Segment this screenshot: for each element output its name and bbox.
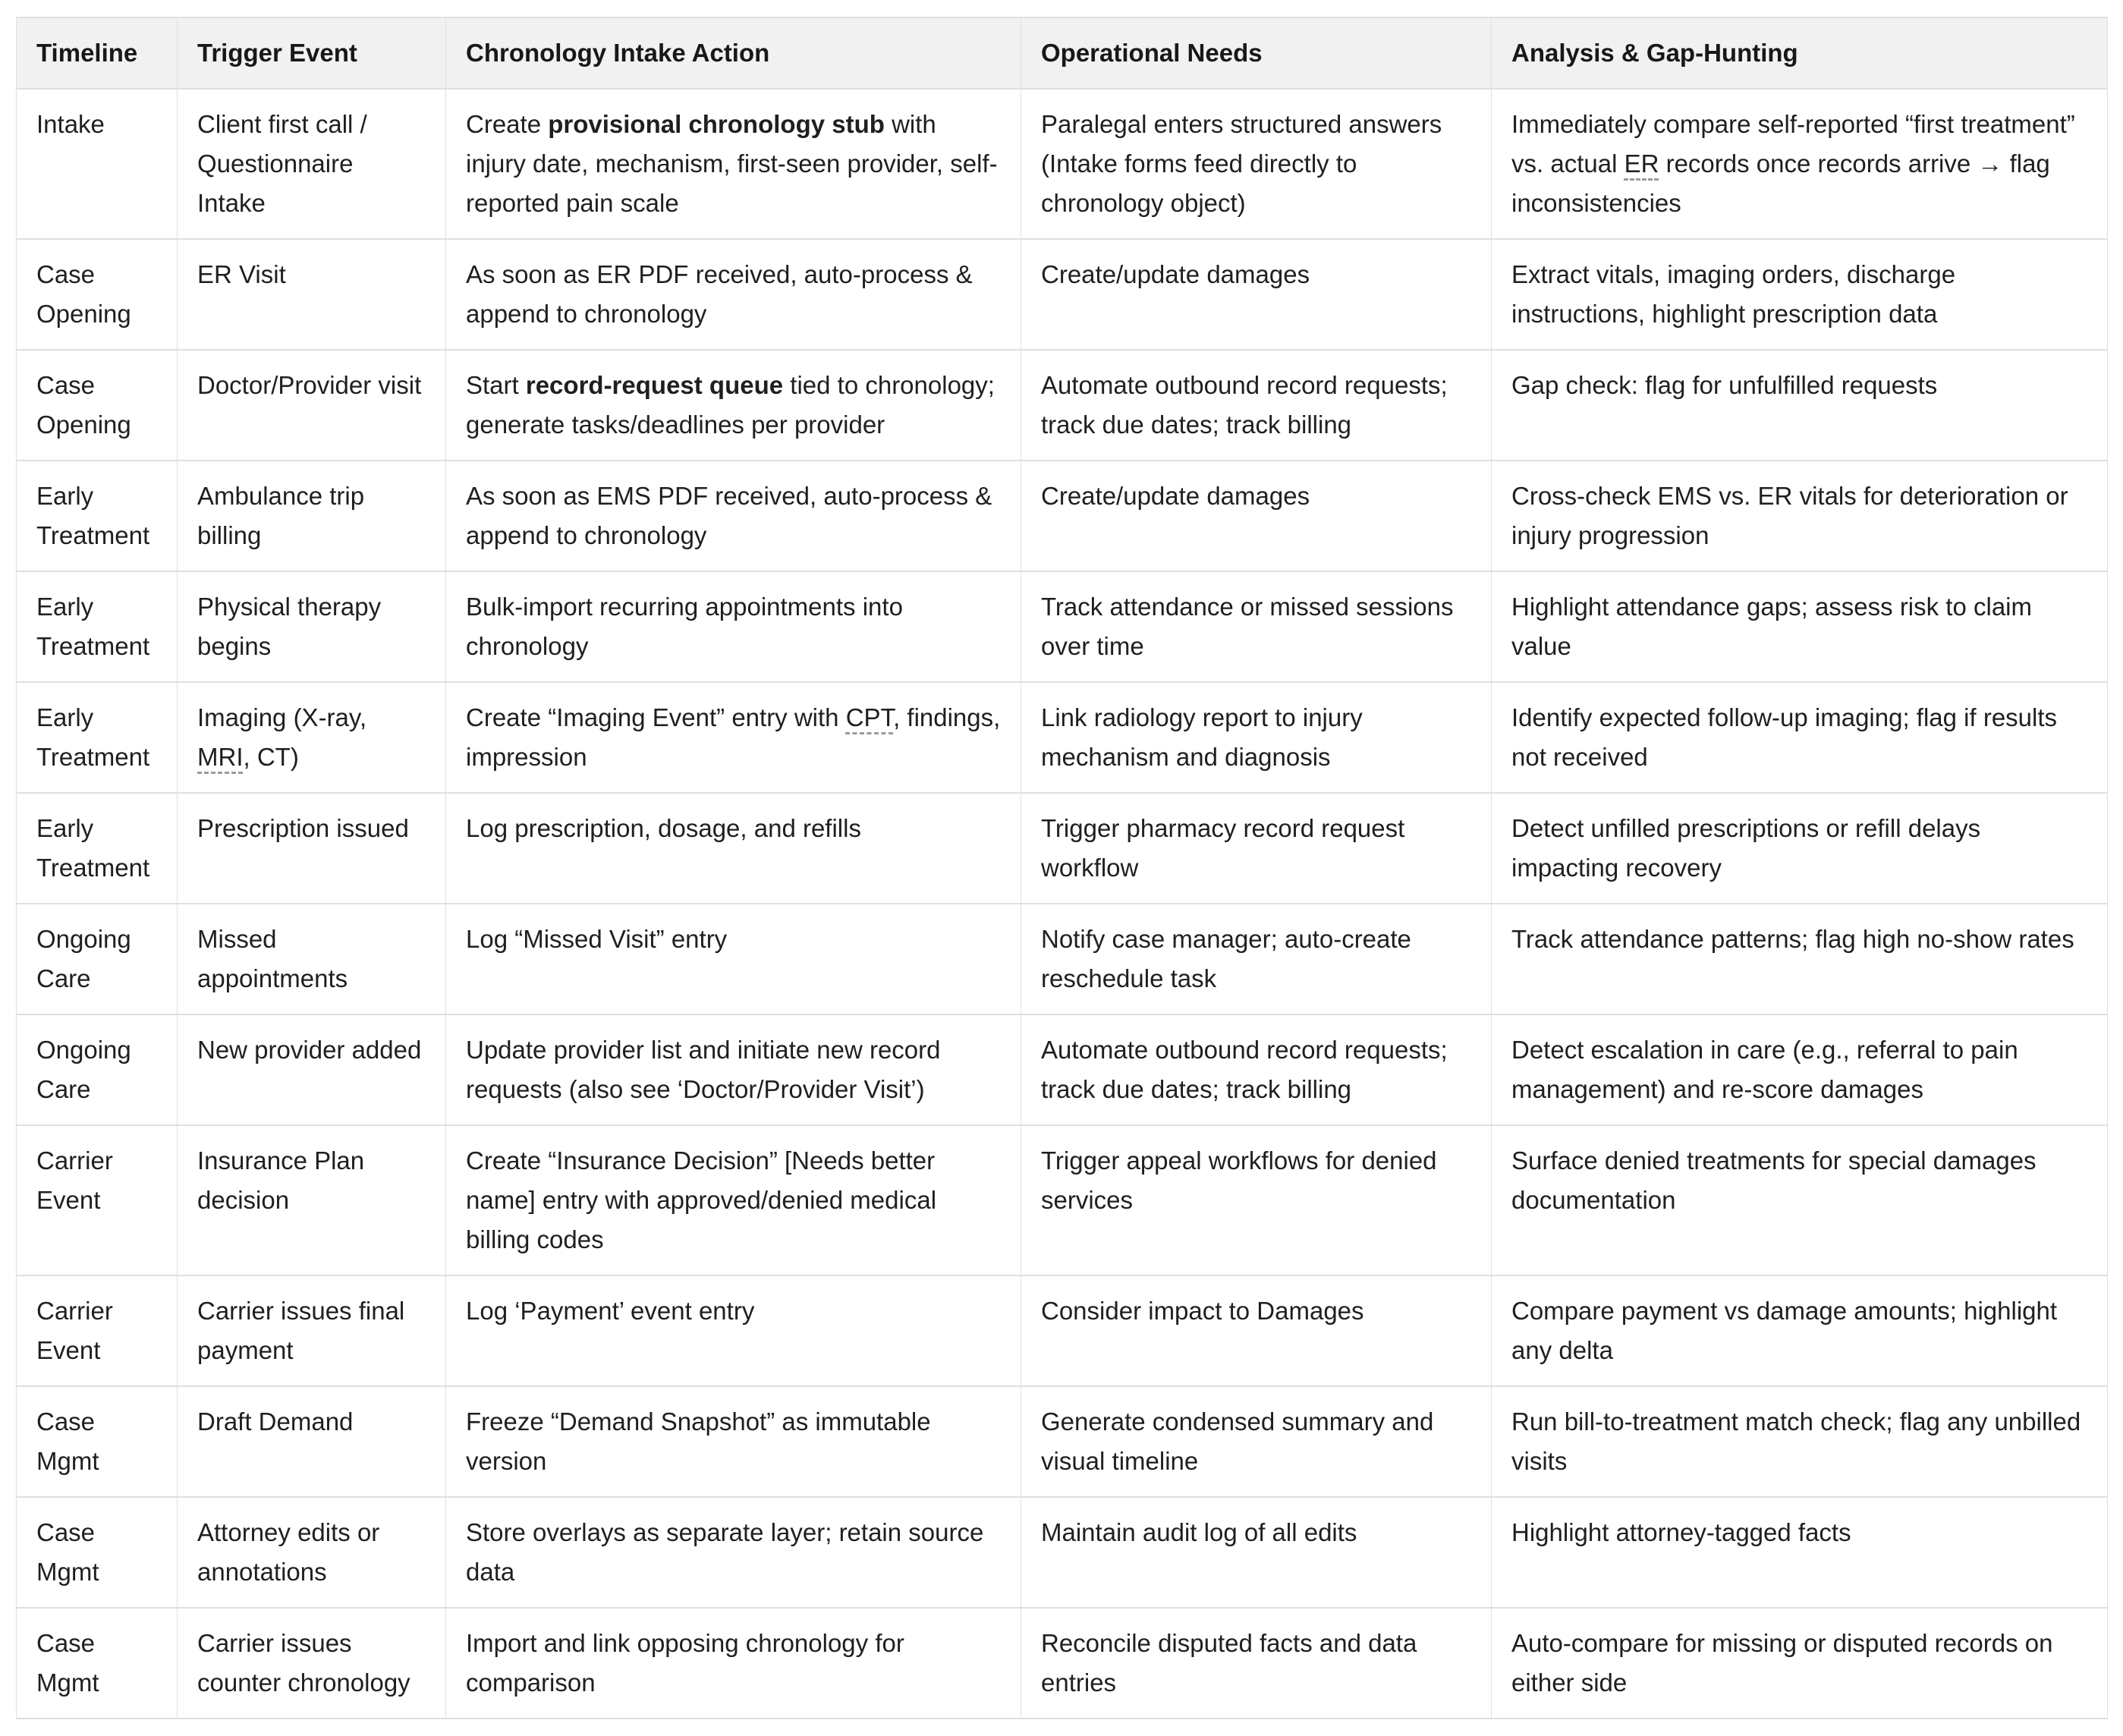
cell-trigger-event: Doctor/Provider visit: [178, 350, 446, 461]
cell-analysis-gap-hunting: Auto-compare for missing or disputed records on either side: [1492, 1608, 2108, 1719]
cell-intake-action: Import and link opposing chronology for comparison: [446, 1608, 1021, 1719]
cell-trigger-event: Physical therapy begins: [178, 571, 446, 682]
cell-trigger-event: Ambulance trip billing: [178, 461, 446, 571]
cell-trigger-event: Insurance Plan decision: [178, 1125, 446, 1275]
table-row: [17, 1497, 2108, 1608]
cell-operational-needs: Consider impact to Damages: [1021, 1275, 1492, 1386]
cell-trigger-event: Prescription issued: [178, 793, 446, 904]
cell-operational-needs: Track attendance or missed sessions over time: [1021, 571, 1492, 682]
cell-analysis-gap-hunting: Detect unfilled prescriptions or refill delays impacting recovery: [1492, 793, 2108, 904]
cell-timeline: Case Mgmt: [17, 1386, 178, 1497]
cell-analysis-gap-hunting: Identify expected follow-up imaging; flag if results not received: [1492, 682, 2108, 793]
cell-timeline: Case Mgmt: [17, 1608, 178, 1719]
column-header-trigger-event: Trigger Event: [178, 17, 446, 89]
cell-operational-needs: Create/update damages: [1021, 239, 1492, 350]
table-row: [17, 1608, 2108, 1719]
table-row: [17, 239, 2108, 350]
table-header: [17, 17, 2108, 89]
cell-operational-needs: Create/update damages: [1021, 461, 1492, 571]
text-segment: with injury date, mechanism, first-seen provider, self-reported pain scale: [466, 110, 998, 217]
cell-operational-needs: Link radiology report to injury mechanism and diagnosis: [1021, 682, 1492, 793]
cell-trigger-event: Carrier issues counter chronology: [178, 1608, 446, 1719]
cell-trigger-event: [178, 682, 446, 793]
cell-operational-needs: Generate condensed summary and visual timeline: [1021, 1386, 1492, 1497]
cell-timeline: Early Treatment: [17, 793, 178, 904]
column-header-analysis-gap-hunting: Analysis & Gap-Hunting: [1492, 17, 2108, 89]
table-row: [17, 793, 2108, 904]
bold-term: provisional chronology stub: [548, 110, 885, 138]
cell-intake-action: Freeze “Demand Snapshot” as immutable version: [446, 1386, 1021, 1497]
cell-analysis-gap-hunting: Cross-check EMS vs. ER vitals for deterioration or injury progression: [1492, 461, 2108, 571]
text-segment: Immediately compare self-reported “first treatment” vs. actual: [1511, 110, 2075, 178]
cell-timeline: Case Mgmt: [17, 1497, 178, 1608]
cell-analysis-gap-hunting: Extract vitals, imaging orders, discharge instructions, highlight prescription data: [1492, 239, 2108, 350]
cell-operational-needs: Maintain audit log of all edits: [1021, 1497, 1492, 1608]
cell-analysis-gap-hunting: Detect escalation in care (e.g., referral to pain management) and re-score damages: [1492, 1014, 2108, 1125]
table-row: [17, 904, 2108, 1014]
cell-operational-needs: Trigger appeal workflows for denied services: [1021, 1125, 1492, 1275]
table-row: [17, 1386, 2108, 1497]
cell-timeline: Early Treatment: [17, 571, 178, 682]
table-body: [17, 89, 2108, 1719]
header-row: [17, 17, 2108, 89]
cell-trigger-event: Attorney edits or annotations: [178, 1497, 446, 1608]
abbr-term: ER: [1624, 149, 1659, 178]
cell-operational-needs: Notify case manager; auto-create reschedule task: [1021, 904, 1492, 1014]
text-segment: records once records arrive → flag inconsistencies: [1511, 149, 2050, 217]
column-header-timeline: Timeline: [17, 17, 178, 89]
cell-intake-action: [446, 682, 1021, 793]
abbr-term: MRI: [197, 743, 244, 771]
text-segment: Create: [466, 110, 549, 138]
abbr-term: CPT: [845, 703, 894, 731]
bold-term: record-request queue: [525, 371, 784, 399]
cell-operational-needs: Trigger pharmacy record request workflow: [1021, 793, 1492, 904]
cell-timeline: Early Treatment: [17, 682, 178, 793]
cell-timeline: Ongoing Care: [17, 1014, 178, 1125]
text-segment: Start: [466, 371, 526, 399]
cell-operational-needs: Paralegal enters structured answers (Intake forms feed directly to chronology object): [1021, 89, 1492, 239]
table-row: [17, 1014, 2108, 1125]
cell-analysis-gap-hunting: Highlight attorney-tagged facts: [1492, 1497, 2108, 1608]
cell-analysis-gap-hunting: Run bill-to-treatment match check; flag any unbilled visits: [1492, 1386, 2108, 1497]
text-segment: Imaging (X-ray,: [197, 703, 367, 731]
cell-intake-action: Log ‘Payment’ event entry: [446, 1275, 1021, 1386]
cell-intake-action: Bulk-import recurring appointments into chronology: [446, 571, 1021, 682]
cell-timeline: Early Treatment: [17, 461, 178, 571]
cell-trigger-event: Client first call / Questionnaire Intake: [178, 89, 446, 239]
cell-analysis-gap-hunting: Highlight attendance gaps; assess risk to claim value: [1492, 571, 2108, 682]
text-segment: , CT): [243, 743, 299, 771]
cell-timeline: Intake: [17, 89, 178, 239]
cell-trigger-event: Missed appointments: [178, 904, 446, 1014]
cell-analysis-gap-hunting: Gap check: flag for unfulfilled requests: [1492, 350, 2108, 461]
cell-timeline: Case Opening: [17, 239, 178, 350]
cell-intake-action: [446, 350, 1021, 461]
cell-analysis-gap-hunting: Track attendance patterns; flag high no-show rates: [1492, 904, 2108, 1014]
cell-timeline: Carrier Event: [17, 1275, 178, 1386]
cell-trigger-event: Carrier issues final payment: [178, 1275, 446, 1386]
column-header-operational-needs: Operational Needs: [1021, 17, 1492, 89]
cell-timeline: Carrier Event: [17, 1125, 178, 1275]
cell-operational-needs: Reconcile disputed facts and data entries: [1021, 1608, 1492, 1719]
column-header-intake-action: Chronology Intake Action: [446, 17, 1021, 89]
cell-intake-action: Store overlays as separate layer; retain source data: [446, 1497, 1021, 1608]
text-segment: tied to chronology; generate tasks/deadlines per provider: [466, 371, 995, 439]
cell-intake-action: [446, 89, 1021, 239]
table-row: [17, 1125, 2108, 1275]
cell-analysis-gap-hunting: [1492, 89, 2108, 239]
cell-trigger-event: ER Visit: [178, 239, 446, 350]
text-segment: Create “Imaging Event” entry with: [466, 703, 846, 731]
cell-analysis-gap-hunting: Compare payment vs damage amounts; highlight any delta: [1492, 1275, 2108, 1386]
cell-analysis-gap-hunting: Surface denied treatments for special damages documentation: [1492, 1125, 2108, 1275]
cell-intake-action: Create “Insurance Decision” [Needs better name] entry with approved/denied medical billing codes: [446, 1125, 1021, 1275]
table-row: [17, 89, 2108, 239]
table-row: [17, 571, 2108, 682]
cell-operational-needs: Automate outbound record requests; track due dates; track billing: [1021, 350, 1492, 461]
cell-timeline: Ongoing Care: [17, 904, 178, 1014]
cell-timeline: Case Opening: [17, 350, 178, 461]
cell-intake-action: Log “Missed Visit” entry: [446, 904, 1021, 1014]
cell-intake-action: As soon as EMS PDF received, auto-process & append to chronology: [446, 461, 1021, 571]
table-row: [17, 350, 2108, 461]
cell-trigger-event: New provider added: [178, 1014, 446, 1125]
table-row: [17, 461, 2108, 571]
text-segment: , findings, impression: [466, 703, 1001, 771]
cell-intake-action: Log prescription, dosage, and refills: [446, 793, 1021, 904]
table-row: [17, 682, 2108, 793]
cell-operational-needs: Automate outbound record requests; track due dates; track billing: [1021, 1014, 1492, 1125]
cell-intake-action: As soon as ER PDF received, auto-process & append to chronology: [446, 239, 1021, 350]
table-row: [17, 1275, 2108, 1386]
cell-trigger-event: Draft Demand: [178, 1386, 446, 1497]
cell-intake-action: Update provider list and initiate new record requests (also see ‘Doctor/Provider Visit’): [446, 1014, 1021, 1125]
workflow-table: [16, 17, 2108, 1719]
